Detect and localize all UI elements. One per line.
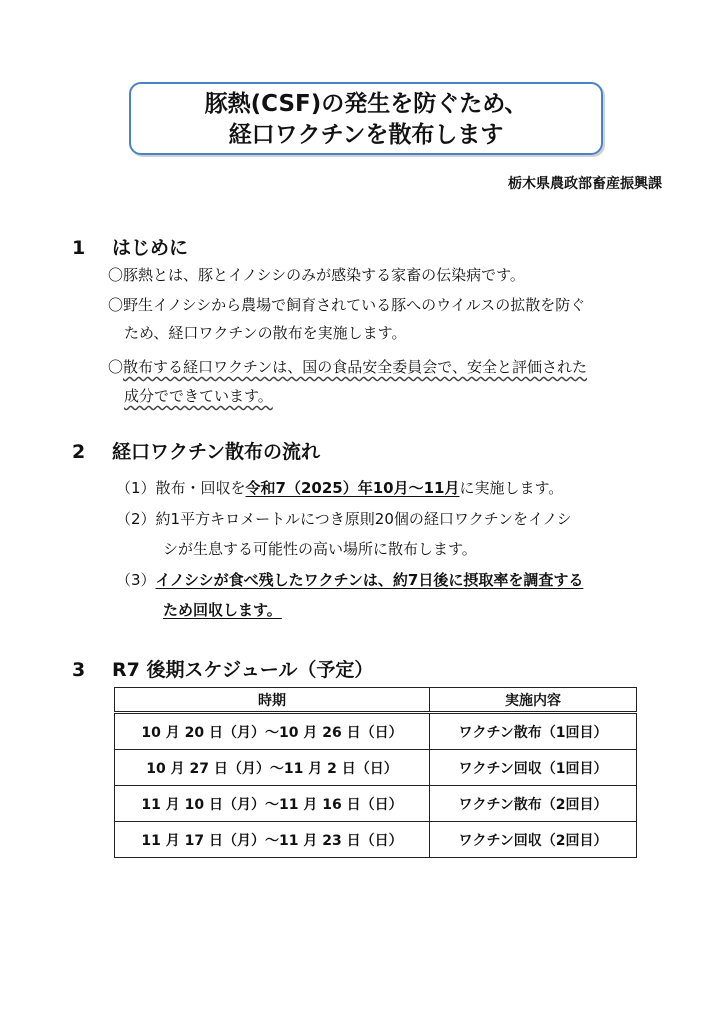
schedule-activity: ワクチン散布（1回目） [430, 713, 637, 750]
schedule-activity: ワクチン回収（1回目） [430, 750, 637, 786]
table-row [115, 786, 637, 822]
title-line-1: 豚熱(CSF)の発生を防ぐため、 [204, 91, 528, 117]
section-2-item-2-line-1: （2）約1平方キロメートルにつき原則20個の経口ワクチンをイノシ [116, 510, 572, 528]
title-line-2: 経口ワクチンを散布します [228, 122, 504, 148]
section-1-paragraph-3-bullet: 〇 [108, 358, 124, 376]
table-row [115, 750, 637, 786]
section-3-heading [72, 655, 373, 682]
section-2-item-3-prefix: （3） [116, 571, 156, 589]
section-3-title: R7 後期スケジュール（予定） [112, 659, 374, 681]
section-1-paragraph-2-line-1: 〇野生イノシシから農場で飼育されている豚へのウイルスの拡散を防ぐ [108, 296, 586, 314]
section-3-number: 3 [72, 659, 86, 681]
section-2-title: 経口ワクチン散布の流れ [112, 441, 321, 463]
section-1-paragraph-3-text: 散布する経口ワクチンは、国の食品安全委員会で、安全と評価された [123, 358, 587, 376]
section-2-item-3-line-2 [163, 597, 282, 623]
schedule-header-row [115, 688, 637, 713]
section-2-item-1-suffix: に実施します。 [459, 479, 564, 497]
section-1-heading [72, 233, 188, 260]
schedule-period: 11 月 17 日（月）～11 月 23 日（日） [115, 822, 430, 858]
section-2-item-1-prefix: （1）散布・回収を [116, 479, 246, 497]
organization-name: 栃木県農政部畜産振興課 [508, 176, 662, 192]
section-2-item-1-period: 令和7（2025）年10月～11月 [245, 479, 460, 497]
section-1-number: 1 [72, 237, 86, 259]
section-1-paragraph-3-line-2 [124, 383, 273, 409]
schedule-activity: ワクチン散布（2回目） [430, 786, 637, 822]
schedule-header-period: 時期 [115, 688, 430, 713]
table-row [115, 713, 637, 750]
section-1-title: はじめに [112, 237, 189, 259]
table-row [115, 822, 637, 858]
section-1-paragraph-3-line-1 [108, 354, 587, 380]
section-2-heading [72, 437, 320, 464]
schedule-table [114, 687, 637, 858]
section-2-item-3-text-cont: ため回収します。 [163, 601, 282, 619]
schedule-period: 10 月 27 日（月）～11 月 2 日（日） [115, 750, 430, 786]
schedule-header-activity: 実施内容 [430, 688, 637, 713]
title-box [129, 82, 603, 155]
section-1-paragraph-3-text-cont: 成分でできています。 [124, 387, 273, 405]
section-2-number: 2 [72, 441, 86, 463]
section-2-item-2-line-2: シが生息する可能性の高い場所に散布します。 [163, 540, 477, 558]
schedule-period: 11 月 10 日（月）～11 月 16 日（日） [115, 786, 430, 822]
schedule-period: 10 月 20 日（月）～10 月 26 日（日） [115, 713, 430, 750]
section-1-paragraph-1: 〇豚熱とは、豚とイノシシのみが感染する家畜の伝染病です。 [108, 266, 525, 284]
section-2-item-3-line-1 [116, 567, 583, 593]
schedule-activity: ワクチン回収（2回目） [430, 822, 637, 858]
section-1-paragraph-2-line-2: ため、経口ワクチンの散布を実施します。 [124, 324, 407, 342]
section-2-item-3-text: イノシシが食べ残したワクチンは、約7日後に摂取率を調査する [155, 571, 584, 589]
section-2-item-1 [116, 475, 563, 501]
